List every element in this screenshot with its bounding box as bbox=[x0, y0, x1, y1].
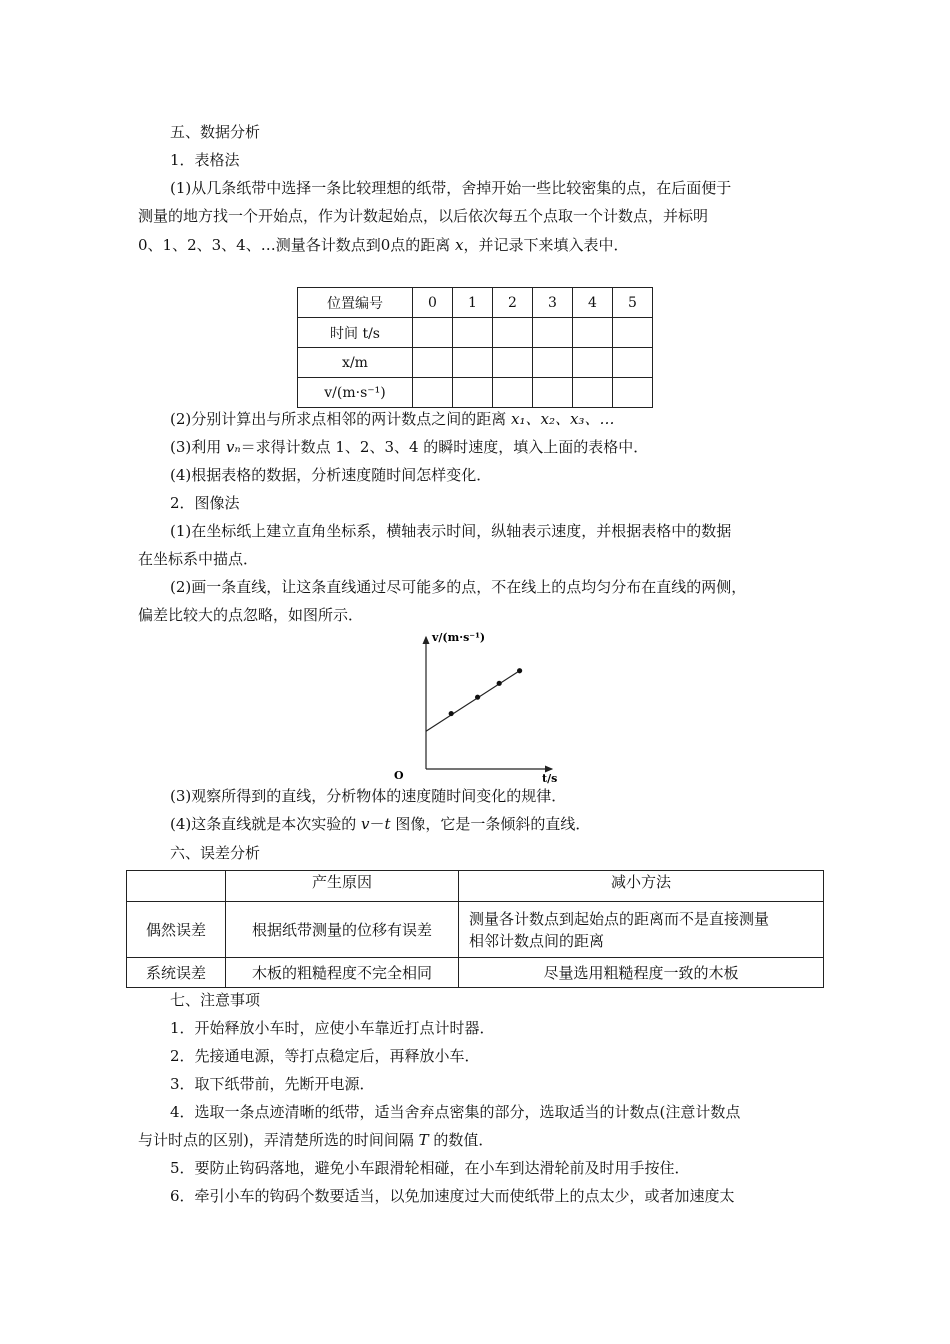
var-t: t bbox=[384, 815, 391, 833]
table-cell: 2 bbox=[493, 288, 533, 318]
paragraph-line bbox=[170, 813, 590, 835]
cell-line: 相邻计数点间的距离 bbox=[469, 931, 605, 950]
y-axis-label: v/(m·s⁻¹) bbox=[432, 631, 486, 644]
data-point bbox=[475, 695, 480, 700]
cell-line: 测量各计数点到起始点的距离而不是直接测量 bbox=[469, 909, 770, 928]
table-row bbox=[127, 902, 824, 958]
table-row bbox=[127, 871, 824, 902]
table-cell: 产生原因 bbox=[226, 871, 459, 902]
table-cell bbox=[493, 348, 533, 378]
paragraph-line: (4)根据表格的数据，分析速度随时间怎样变化． bbox=[170, 466, 492, 484]
table-cell: 时间 t/s bbox=[298, 318, 413, 348]
paragraph-line: (1)从几条纸带中选择一条比较理想的纸带，舍掉开始一些比较密集的点，在后面便于 bbox=[170, 179, 732, 197]
method2-title: 2．图像法 bbox=[170, 494, 240, 512]
section6-heading: 六、误差分析 bbox=[170, 844, 261, 862]
data-point bbox=[449, 711, 454, 716]
note-item: 3．取下纸带前，先断开电源． bbox=[170, 1075, 375, 1093]
table-cell bbox=[453, 348, 493, 378]
text-span: 图像，它是一条倾斜的直线． bbox=[390, 815, 591, 833]
table-cell bbox=[413, 318, 453, 348]
note-item: 1．开始释放小车时，应使小车靠近打点计时器． bbox=[170, 1019, 495, 1037]
x-axis-label: t/s bbox=[542, 772, 558, 785]
record-table bbox=[297, 287, 653, 408]
var-vn: vₙ bbox=[226, 438, 241, 456]
paragraph-line: (2)画一条直线，让这条直线通过尽可能多的点，不在线上的点均匀分布在直线的两侧， bbox=[170, 578, 747, 596]
table-cell bbox=[533, 378, 573, 408]
paragraph-line: 测量的地方找一个开始点，作为计数起始点，以后依次每五个点取一个计数点，并标明 bbox=[138, 207, 709, 225]
table-cell bbox=[613, 318, 653, 348]
paragraph-line bbox=[138, 234, 629, 256]
table-cell bbox=[459, 902, 824, 958]
paragraph-line: 偏差比较大的点忽略，如图所示． bbox=[138, 606, 364, 624]
table-cell bbox=[613, 378, 653, 408]
error-table bbox=[126, 870, 824, 988]
var-v: v bbox=[361, 815, 370, 833]
data-point bbox=[497, 681, 502, 686]
table-cell: 尽量选用粗糙程度一致的木板 bbox=[459, 958, 824, 988]
table-row bbox=[298, 348, 653, 378]
table-cell bbox=[493, 318, 533, 348]
table-cell: 偶然误差 bbox=[127, 902, 226, 958]
text-span: 0、1、2、3、4、…测量各计数点到0点的距离 bbox=[138, 236, 456, 254]
table-cell bbox=[573, 348, 613, 378]
text-span: (4)这条直线就是本次实验的 bbox=[170, 815, 362, 833]
note-item: 6．牵引小车的钩码个数要适当，以免加速度过大而使纸带上的点太少，或者加速度太 bbox=[170, 1187, 735, 1205]
table-row bbox=[298, 318, 653, 348]
table-row bbox=[127, 958, 824, 988]
origin-label: O bbox=[394, 769, 404, 782]
table-cell: 位置编号 bbox=[298, 288, 413, 318]
method1-title: 1．表格法 bbox=[170, 151, 240, 169]
section7-heading: 七、注意事项 bbox=[170, 991, 261, 1009]
table-cell bbox=[127, 871, 226, 902]
table-cell bbox=[533, 348, 573, 378]
text-span: (3)利用 bbox=[170, 438, 227, 456]
note-item bbox=[138, 1129, 493, 1151]
text-span: － bbox=[369, 815, 385, 833]
text-span: (2)分别计算出与所求点相邻的两计数点之间的距离 bbox=[170, 410, 512, 428]
text-span: 的数值． bbox=[428, 1131, 494, 1149]
section5-heading: 五、数据分析 bbox=[170, 123, 261, 141]
var-T: T bbox=[418, 1131, 429, 1149]
table-cell bbox=[493, 378, 533, 408]
table-cell: 系统误差 bbox=[127, 958, 226, 988]
table-cell bbox=[453, 378, 493, 408]
table-cell: 5 bbox=[613, 288, 653, 318]
data-point bbox=[517, 668, 522, 673]
text-span: ＝求得计数点 1、2、3、4 的瞬时速度，填入上面的表格中． bbox=[240, 438, 649, 456]
table-cell bbox=[413, 378, 453, 408]
table-cell: 1 bbox=[453, 288, 493, 318]
text-span: ，并记录下来填入表中． bbox=[463, 236, 629, 254]
fit-line bbox=[426, 671, 520, 731]
table-cell: 3 bbox=[533, 288, 573, 318]
table-cell bbox=[453, 318, 493, 348]
paragraph-line bbox=[170, 436, 648, 458]
table-row bbox=[298, 288, 653, 318]
paragraph-line: (1)在坐标纸上建立直角坐标系，横轴表示时间，纵轴表示速度，并根据表格中的数据 bbox=[170, 522, 732, 540]
table-row bbox=[298, 378, 653, 408]
table-cell: 根据纸带测量的位移有误差 bbox=[226, 902, 459, 958]
table-cell: 木板的粗糙程度不完全相同 bbox=[226, 958, 459, 988]
table-cell bbox=[413, 348, 453, 378]
table-cell bbox=[573, 378, 613, 408]
note-item: 4．选取一条点迹清晰的纸带，适当舍弃点密集的部分，选取适当的计数点(注意计数点 bbox=[170, 1103, 741, 1121]
table-cell: 0 bbox=[413, 288, 453, 318]
table-cell bbox=[533, 318, 573, 348]
table-cell: v/(m·s⁻¹) bbox=[298, 378, 413, 408]
paragraph-line: (3)观察所得到的直线，分析物体的速度随时间变化的规律． bbox=[170, 787, 567, 805]
vt-graph bbox=[392, 627, 572, 787]
note-item: 5．要防止钩码落地，避免小车跟滑轮相碰，在小车到达滑轮前及时用手按住． bbox=[170, 1159, 690, 1177]
table-cell bbox=[613, 348, 653, 378]
table-cell: 减小方法 bbox=[459, 871, 824, 902]
table-cell: x/m bbox=[298, 348, 413, 378]
text-span: 与计时点的区别)，弄清楚所选的时间间隔 bbox=[138, 1131, 419, 1149]
table-cell bbox=[573, 318, 613, 348]
var-x: x bbox=[455, 236, 464, 254]
note-item: 2．先接通电源，等打点稳定后，再释放小车． bbox=[170, 1047, 480, 1065]
table-cell: 4 bbox=[573, 288, 613, 318]
paragraph-line: 在坐标系中描点． bbox=[138, 550, 259, 568]
var-x-list: x₁、x₂、x₃、… bbox=[511, 410, 615, 428]
paragraph-line bbox=[170, 408, 614, 430]
